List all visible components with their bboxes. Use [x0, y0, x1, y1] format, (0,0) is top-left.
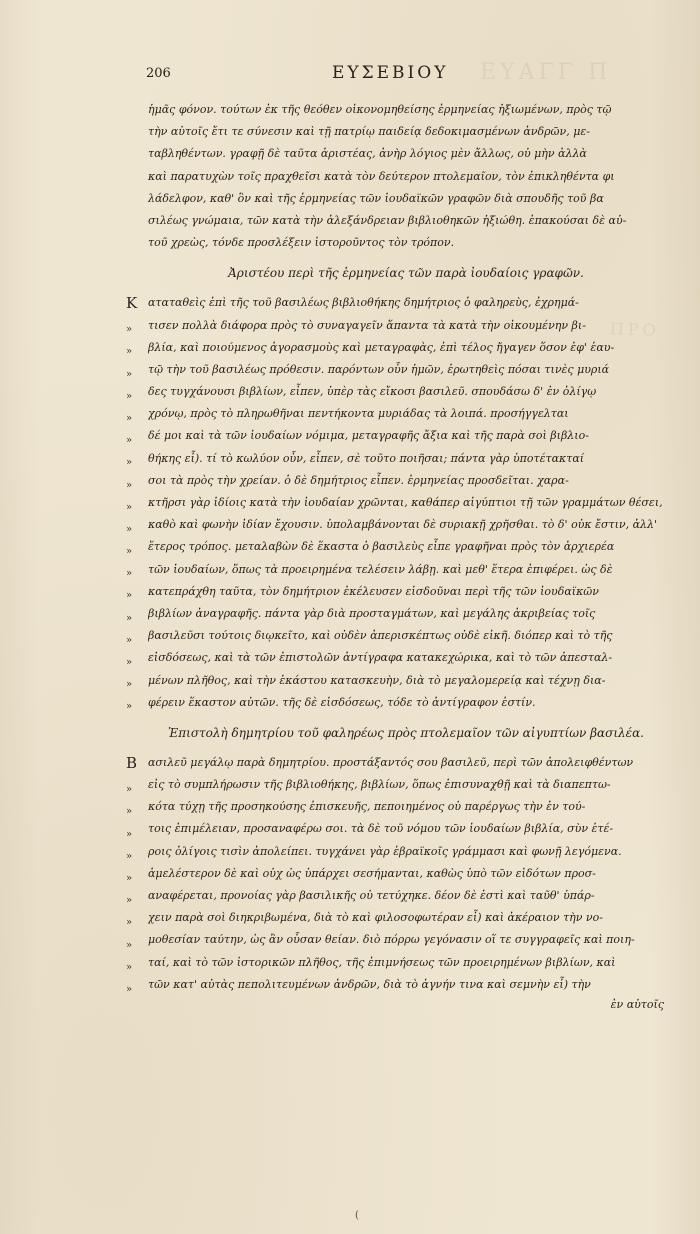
- text-line: κτῆρσι γὰρ ἰδίοις κατὰ τὴν ἰουδαίαν χρῶνται, καθάπερ αἰγύπτιοι τῇ τῶν γραμμάτων θέσει,: [148, 496, 663, 509]
- text-line: δέ μοι καὶ τὰ τῶν ἰουδαίων νόμιμα, μεταγραφῆς ἄξια καὶ τῆς παρὰ σοὶ βιβλιο-: [148, 429, 589, 443]
- signature-mark: (: [355, 1210, 359, 1221]
- text-line: σοι τὰ πρὸς τὴν χρείαν. ὁ δὲ δημήτριος εἶπεν. ἑρμηνείας προσδεῖται. χαρα-: [148, 473, 569, 487]
- text-line: τὴν αὐτοῖς ἔτι τε σύνεσιν καὶ τῇ πατρίῳ παιδείᾳ δεδοκιμασμένων ἀνδρῶν, με-: [148, 125, 590, 139]
- marginal-quote-mark: »: [126, 983, 133, 995]
- marginal-quote-mark: »: [126, 324, 133, 336]
- marginal-quote-mark: »: [126, 613, 133, 625]
- marginal-quote-mark: »: [126, 679, 133, 691]
- text-line: τῷ τὴν τοῦ βασιλέως πρόθεσιν. παρόντων οὖν ἡμῶν, ἐρωτηθεὶς πόσαι τινὲς μυριά: [148, 362, 610, 376]
- marginal-quote-mark: »: [126, 635, 133, 647]
- text-line: λάδελφον, καθ' ὃν καὶ τῆς ἑρμηνείας τῶν ἰουδαϊκῶν γραφῶν διὰ σπουδῆς τοῦ βα: [148, 191, 604, 205]
- catchword: ἐν αὐτοῖς: [610, 997, 664, 1011]
- marginal-quote-mark: »: [126, 568, 133, 580]
- text-line: θήκης εἶ). τί τὸ κωλύον οὖν, εἶπεν, σὲ τοῦτο ποιῆσαι; πάντα γὰρ ὑποτέτακταί: [148, 451, 585, 465]
- text-line: ταί, καὶ τὸ τῶν ἱστορικῶν πλῆθος, τῆς ἐπιμνήσεως τῶν προειρημένων βιβλίων, καὶ: [148, 955, 616, 969]
- text-line: βασιλεῦσι τούτοις διῳκεῖτο, καὶ οὐδὲν ἀπερισκέπτως οὐδὲ εἰκῆ. διόπερ καὶ τὸ τῆς: [148, 629, 613, 643]
- marginal-quote-mark: »: [126, 369, 133, 381]
- marginal-quote-mark: »: [126, 916, 133, 928]
- text-line: εἰσδόσεως, καὶ τὰ τῶν ἐπιστολῶν ἀντίγραφα κατακεχώρικα, καὶ τὸ τῶν ἀπεσταλ-: [148, 651, 613, 665]
- text-line: ροις ὀλίγοις τισὶν ἀπολείπει. τυγχάνει γὰρ ἑβραϊκοῖς γράμμασι καὶ φωνῇ λεγόμενα.: [148, 844, 622, 858]
- text-line: τῶν κατ' αὐτὰς πεπολιτευμένων ἀνδρῶν, διὰ τὸ ἁγνήν τινα καὶ σεμνὴν εἶ) τὴν: [148, 977, 591, 991]
- drop-initial: B: [126, 753, 138, 772]
- text-line: τῶν ἰουδαίων, ὅπως τὰ προειρημένα τελέσειν λάβῃ. καὶ μεθ' ἕτερα ἐπιφέρει. ὡς δὲ: [148, 562, 613, 576]
- text-line: κατεπράχθη ταῦτα, τὸν δημήτριον ἐκέλευσεν εἰσδοῦναι περὶ τῆς τῶν ἰουδαϊκῶν: [148, 584, 599, 598]
- text-line: μοθεσίαν ταύτην, ὡς ἂν οὖσαν θείαν. διὸ πόρρω γεγόνασιν οἵ τε συγγραφεῖς καὶ ποιη-: [148, 933, 635, 947]
- running-head: ΕΥΣΕΒΙΟΥ: [332, 63, 449, 83]
- text-line: ασιλεῦ μεγάλῳ παρὰ δημητρίου. προστάξαντός σου βασιλεῦ, περὶ τῶν ἀπολειφθέντων: [148, 755, 634, 769]
- main-text: [126, 99, 664, 1018]
- section-heading-demetrius-letter: Ἐπιστολὴ δημητρίου τοῦ φαληρέως πρὸς πτολεμαῖον τῶν αἰγυπτίων βασιλέα.: [168, 725, 644, 740]
- marginal-quote-mark: »: [126, 502, 133, 514]
- marginal-quote-mark: »: [126, 435, 133, 447]
- marginal-quote-mark: »: [126, 480, 133, 492]
- text-line: χρόνῳ, πρὸς τὸ πληρωθῆναι πεντήκοντα μυριάδας τὰ λοιπά. προσήγγελται: [148, 407, 569, 421]
- text-line: φέρειν ἕκαστον αὐτῶν. τῆς δὲ εἰσδόσεως, τόδε τὸ ἀντίγραφον ἐστίν.: [148, 695, 536, 709]
- marginal-quote-mark: »: [126, 391, 133, 403]
- paragraph-3: [126, 752, 664, 996]
- text-line: βλία, καὶ ποιούμενος ἀγορασμοὺς καὶ μεταγραφὰς, ἐπὶ τέλος ἤγαγεν ὅσον ἐφ' ἑαυ-: [148, 340, 615, 354]
- text-line: χειν παρὰ σοὶ διηκριβωμένα, διὰ τὸ καὶ φιλοσοφωτέραν εἶ) καὶ ἀκέραιον τὴν νο-: [148, 911, 603, 925]
- text-line: μένων πλῆθος, καὶ τὴν ἑκάστου κατασκευὴν, διὰ τὸ μεγαλομερείᾳ καὶ τέχνῃ δια-: [148, 673, 606, 687]
- text-line: τισεν πολλὰ διάφορα πρὸς τὸ συναγαγεῖν ἅπαντα τὰ κατὰ τὴν οἰκουμένην βι-: [148, 318, 586, 332]
- marginal-quote-mark: »: [126, 805, 133, 817]
- marginal-quote-mark: »: [126, 783, 133, 795]
- text-line: κότα τύχῃ τῆς προσηκούσης ἐπισκευῆς, πεποιημένος οὐ παρέργως τὴν ἐν τού-: [148, 800, 586, 814]
- marginal-quote-mark: »: [126, 961, 133, 973]
- text-line: σιλέως γνώμαια, τῶν κατὰ τὴν ἀλεξάνδρειαν βιβλιοθηκῶν ἠξιώθη. ἐπακούσαι δὲ αὐ-: [148, 213, 627, 227]
- text-line: δες τυγχάνουσι βιβλίων, εἶπεν, ὑπὲρ τὰς εἴκοσι βασιλεῦ. σπουδάσω δ' ἐν ὀλίγῳ: [148, 385, 597, 399]
- marginal-quote-mark: »: [126, 590, 133, 602]
- marginal-quote-mark: »: [126, 346, 133, 358]
- text-line: ταβληθέντων. γραφῇ δὲ ταῦτα ἀριστέας, ἀνὴρ λόγιος μὲν ἄλλως, οὐ μὴν ἀλλὰ: [148, 147, 587, 161]
- text-line: αταταθεὶς ἐπὶ τῆς τοῦ βασιλέως βιβλιοθήκης δημήτριος ὁ φαληρεὺς, ἐχρημά-: [148, 296, 579, 310]
- text-line: εἰς τὸ συμπλήρωσιν τῆς βιβλιοθήκης, βιβλίων, ὅπως ἐπισυναχθῇ καὶ τὰ διαπεπτω-: [148, 778, 611, 792]
- text-line: ἀμελέστερον δὲ καὶ οὐχ ὡς ὑπάρχει σεσήμανται, καθὼς ὑπὸ τῶν εἰδότων προσ-: [148, 866, 596, 880]
- marginal-quote-mark: »: [126, 657, 133, 669]
- text-line: ἡμᾶς φόνον. τούτων ἐκ τῆς θεόθεν οἰκονομηθείσης ἑρμηνείας ἠξιωμένων, πρὸς τῷ: [148, 103, 612, 116]
- text-line: καθὸ καὶ φωνὴν ἰδίαν ἔχουσιν. ὑπολαμβάνονται δὲ συριακῇ χρῆσθαι. τὸ δ' οὐκ ἔστιν, ἀλλ': [148, 518, 657, 532]
- marginal-quote-mark: »: [126, 546, 133, 558]
- marginal-quote-mark: »: [126, 524, 133, 536]
- text-line: βιβλίων ἀναγραφῆς. πάντα γὰρ διὰ προσταγμάτων, καὶ μεγάλης ἀκριβείας τοῖς: [148, 606, 596, 620]
- text-line: αναφέρεται, προνοίας γὰρ βασιλικῆς οὐ τετύχηκε. δέον δὲ ἐστὶ καὶ ταῦθ' ὑπάρ-: [148, 889, 595, 902]
- marginal-quote-mark: »: [126, 701, 133, 713]
- paragraph-2: [126, 292, 664, 714]
- text-line: τοις ἐπιμέλειαν, προσαναφέρω σοι. τὰ δὲ τοῦ νόμου τῶν ἰουδαίων βιβλία, σὺν ἑτέ-: [148, 822, 614, 836]
- text-line: καὶ παρατυχὼν τοῖς πραχθεῖσι κατὰ τὸν δεύτερον πτολεμαῖον, τὸν ἐπικληθέντα φι: [148, 169, 615, 183]
- text-line: ἕτερος τρόπος. μεταλαβὼν δὲ ἕκαστα ὁ βασιλεὺς εἶπε γραφῆναι πρὸς τὸν ἀρχιερέα: [148, 540, 615, 554]
- marginal-quote-mark: »: [126, 828, 133, 840]
- page-header: [0, 63, 700, 88]
- show-through-text: ΠΡΟ: [609, 319, 661, 340]
- paragraph-1: [148, 99, 664, 254]
- marginal-quote-mark: »: [126, 872, 133, 884]
- drop-initial: K: [126, 294, 138, 313]
- marginal-quote-mark: »: [126, 894, 133, 906]
- marginal-quote-mark: »: [126, 850, 133, 862]
- text-line: τοῦ χρεὼς, τόνδε προσλέξειν ἱστοροῦντος τὸν τρόπον.: [148, 236, 455, 250]
- section-heading-aristeas: Ἀριστέου περὶ τῆς ἑρμηνείας τῶν παρὰ ἰουδαίοις γραφῶν.: [228, 266, 584, 281]
- page-number: 206: [146, 66, 171, 81]
- marginal-quote-mark: »: [126, 939, 133, 951]
- show-through-text: ΕΥΑΓΓ Π: [480, 60, 612, 85]
- marginal-quote-mark: »: [126, 457, 133, 469]
- marginal-quote-mark: »: [126, 413, 133, 425]
